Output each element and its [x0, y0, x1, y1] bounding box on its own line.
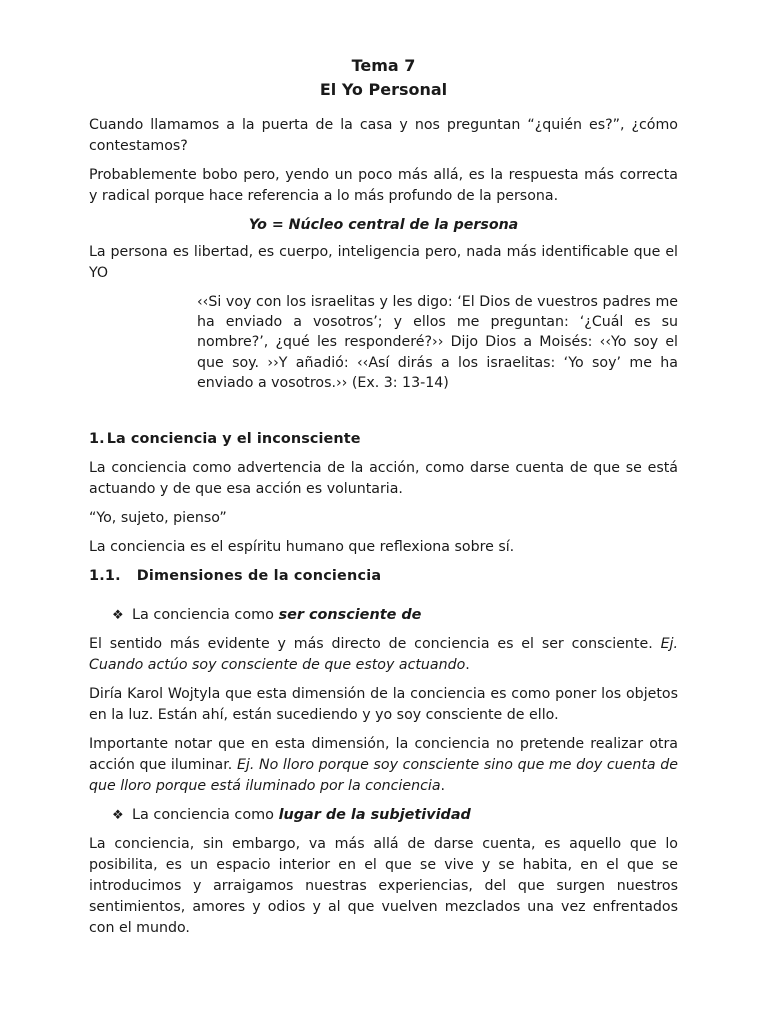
section-1-paragraph-3: La conciencia es el espíritu humano que reflexiona sobre sí. — [89, 539, 515, 556]
bullet-prefix: La conciencia como — [132, 807, 279, 824]
definition: Yo = Núcleo central de la persona — [248, 217, 519, 233]
bullet-1-paragraph-1 — [89, 634, 678, 676]
document-page — [89, 54, 678, 947]
topic-number: Tema 7 — [351, 56, 416, 75]
title-block — [89, 54, 678, 102]
bullet-emphasis: lugar de la subjetividad — [278, 807, 471, 824]
bible-quote: ‹‹Si voy con los israelitas y les digo: ‘El Dios de vuestros padres me ha enviado a vosotros’; y ellos me preguntan: ‘¿Cuál es su nombre?’, ¿qué les responderé?›› Dijo Dios a Moisés: ‹‹Yo soy el que soy. ››Y añadió: ‹‹Así dirás a los israelitas: ‘Yo soy’ me ha enviado a vosotros.›› (Ex. 3: 13-14) — [197, 294, 678, 391]
diamond-bullet-icon: ❖ — [112, 808, 124, 824]
page-title: El Yo Personal — [319, 80, 448, 99]
paragraph-end: . — [440, 778, 446, 795]
section-1-1-heading — [89, 566, 678, 587]
intro-paragraph-3: La persona es libertad, es cuerpo, inteligencia pero, nada más identificable que el YO — [89, 244, 678, 281]
subsection-title: Dimensiones de la conciencia — [136, 568, 382, 585]
section-title: La conciencia y el inconsciente — [106, 431, 361, 448]
bullet-1-paragraph-3 — [89, 734, 678, 797]
paragraph-end: . — [465, 657, 470, 674]
example-text: Ej. Cuando actúo soy consciente de que estoy actuando — [89, 636, 678, 674]
section-1-paragraph-2: “Yo, sujeto, pienso” — [89, 510, 227, 527]
bullet-2-paragraph-1: La conciencia, sin embargo, va más allá de darse cuenta, es aquello que lo posibilita, es un espacio interior en el que se vive y se habita, en el que se introducimos y arraigamos nuestras experiencias, del que surgen nuestros sentimientos, amores y odios y al que vuelven mezclados una vez enfrentados con el mundo. — [89, 836, 678, 937]
section-number: 1. — [89, 431, 105, 448]
bullet-1-paragraph-2: Diría Karol Wojtyla que esta dimensión de la conciencia es como poner los objetos en la luz. Están ahí, están sucediendo y yo soy consciente de ello. — [89, 686, 678, 724]
diamond-bullet-icon: ❖ — [112, 608, 124, 624]
intro-paragraph-2: Probablemente bobo pero, yendo un poco más allá, es la respuesta más correcta y radical porque hace referencia a lo más profundo de la persona. — [89, 167, 678, 204]
paragraph-text: El sentido más evidente y más directo de conciencia es el ser consciente. — [89, 636, 661, 653]
section-1-paragraph-1: La conciencia como advertencia de la acción, como darse cuenta de que se está actuando y de que esa acción es voluntaria. — [89, 460, 678, 498]
example-text: Ej. No lloro porque soy consciente sino que me doy cuenta de que lloro porque está iluminado por la conciencia — [89, 757, 679, 795]
intro-paragraph-1: Cuando llamamos a la puerta de la casa y nos preguntan “¿quién es?”, ¿cómo contestamos? — [89, 117, 678, 154]
bullet-item-1 — [112, 605, 678, 626]
bullet-item-2 — [112, 805, 678, 826]
paragraph-text: Importante notar que en esta dimensión, la conciencia no pretende realizar otra acción que iluminar. — [89, 736, 678, 774]
section-1-heading — [89, 429, 678, 450]
bullet-emphasis: ser consciente de — [278, 607, 422, 624]
bullet-prefix: La conciencia como — [132, 607, 279, 624]
subsection-number: 1.1. — [89, 568, 121, 585]
